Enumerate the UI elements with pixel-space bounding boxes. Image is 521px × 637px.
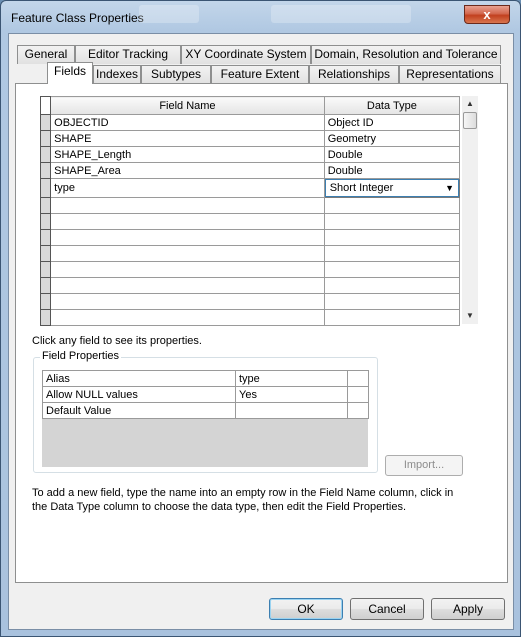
field-name-cell[interactable] (51, 294, 325, 310)
row-selector[interactable] (41, 262, 51, 278)
import-button[interactable]: Import... (385, 455, 463, 476)
data-type-cell[interactable]: Double (324, 163, 459, 179)
table-row[interactable] (41, 294, 460, 310)
row-selector[interactable] (41, 147, 51, 163)
data-type-cell[interactable] (324, 214, 459, 230)
table-row[interactable] (41, 230, 460, 246)
tab-label: General (24, 47, 68, 61)
table-row[interactable] (41, 278, 460, 294)
fields-tab-panel (15, 83, 508, 583)
table-row[interactable] (41, 198, 460, 214)
table-row[interactable] (41, 310, 460, 326)
property-button-cell[interactable] (348, 403, 369, 419)
row-selector[interactable] (41, 230, 51, 246)
tab-label: Representations (406, 67, 494, 81)
field-name-cell[interactable] (51, 278, 325, 294)
tab-feature-extent[interactable] (211, 65, 309, 84)
title-bar[interactable] (1, 1, 520, 33)
property-value[interactable] (236, 403, 348, 419)
property-label: Alias (43, 371, 236, 387)
tab-relationships[interactable] (309, 65, 399, 84)
scroll-thumb[interactable] (463, 112, 477, 129)
row-selector[interactable] (41, 294, 51, 310)
field-name-cell[interactable]: SHAPE_Area (51, 163, 325, 179)
data-type-cell[interactable] (324, 230, 459, 246)
table-row[interactable] (41, 262, 460, 278)
field-name-cell[interactable] (51, 310, 325, 326)
row-selector[interactable] (41, 179, 51, 198)
help-text: To add a new field, type the name into an empty row in the Field Name column, click in the Data Type column to choose the data type, then edit the Field Properties. (32, 487, 454, 513)
data-type-cell[interactable]: Object ID (324, 115, 459, 131)
tab-domain-resolution-tolerance[interactable] (311, 45, 501, 64)
field-properties-label: Field Properties (42, 350, 120, 362)
table-row[interactable] (41, 246, 460, 262)
titlebar-reflection (271, 5, 411, 23)
field-name-cell[interactable] (51, 230, 325, 246)
scroll-up-icon[interactable]: ▲ (466, 99, 474, 108)
row-selector[interactable] (41, 163, 51, 179)
data-type-dropdown-value: Short Integer (329, 182, 394, 194)
hint-text: Click any field to see its properties. (32, 335, 202, 347)
tab-label: Relationships (317, 67, 391, 81)
window-title: Feature Class Properties (11, 11, 144, 25)
tab-label: Indexes (95, 67, 139, 81)
row-selector[interactable] (41, 278, 51, 294)
data-type-cell[interactable] (324, 179, 459, 198)
fields-vertical-scrollbar[interactable] (462, 96, 478, 324)
field-name-cell[interactable] (51, 198, 325, 214)
field-name-cell[interactable]: type (51, 179, 325, 198)
row-header-corner (41, 97, 51, 115)
data-type-cell[interactable] (324, 278, 459, 294)
table-header-row (41, 97, 460, 115)
property-value[interactable]: type (236, 371, 348, 387)
column-header-data-type[interactable]: Data Type (324, 97, 459, 115)
row-selector[interactable] (41, 115, 51, 131)
field-name-cell[interactable]: OBJECTID (51, 115, 325, 131)
tab-fields[interactable] (47, 62, 93, 84)
table-row[interactable] (41, 163, 460, 179)
field-name-cell[interactable] (51, 262, 325, 278)
table-row[interactable] (41, 214, 460, 230)
table-row[interactable] (41, 131, 460, 147)
row-selector[interactable] (41, 214, 51, 230)
chevron-down-icon[interactable]: ▼ (445, 183, 454, 193)
tab-representations[interactable] (399, 65, 501, 84)
tab-xy-coordinate-system[interactable] (181, 45, 311, 64)
property-row[interactable] (43, 403, 369, 419)
property-label: Default Value (43, 403, 236, 419)
row-selector[interactable] (41, 131, 51, 147)
apply-button[interactable]: Apply (431, 598, 505, 620)
data-type-cell[interactable]: Geometry (324, 131, 459, 147)
ok-button[interactable]: OK (269, 598, 343, 620)
field-name-cell[interactable]: SHAPE_Length (51, 147, 325, 163)
titlebar-reflection (139, 5, 199, 23)
field-name-cell[interactable] (51, 246, 325, 262)
close-button[interactable] (464, 5, 510, 24)
field-properties-table-area (42, 370, 368, 467)
property-button-cell[interactable] (348, 371, 369, 387)
tab-label: Domain, Resolution and Tolerance (314, 47, 498, 61)
data-type-cell[interactable] (324, 198, 459, 214)
tab-label: Subtypes (150, 67, 202, 81)
row-selector[interactable] (41, 310, 51, 326)
dialog-client-area (8, 33, 514, 630)
cancel-button[interactable]: Cancel (350, 598, 424, 620)
data-type-dropdown[interactable] (325, 179, 459, 197)
data-type-cell[interactable]: Double (324, 147, 459, 163)
table-row[interactable] (41, 115, 460, 131)
data-type-cell[interactable] (324, 246, 459, 262)
field-properties-table[interactable] (42, 370, 369, 419)
tab-indexes[interactable] (93, 65, 141, 84)
property-label: Allow NULL values (43, 387, 236, 403)
data-type-cell[interactable] (324, 310, 459, 326)
table-row[interactable] (41, 179, 460, 198)
tab-label: XY Coordinate System (185, 47, 307, 61)
table-row[interactable] (41, 147, 460, 163)
tab-subtypes[interactable] (141, 65, 211, 84)
property-row[interactable] (43, 371, 369, 387)
fields-table[interactable] (40, 96, 460, 326)
field-name-cell[interactable]: SHAPE (51, 131, 325, 147)
data-type-cell[interactable] (324, 294, 459, 310)
data-type-cell[interactable] (324, 262, 459, 278)
property-row[interactable] (43, 387, 369, 403)
row-selector[interactable] (41, 246, 51, 262)
tab-label: Editor Tracking (87, 47, 169, 61)
tab-label: Fields (53, 64, 86, 78)
close-icon: x (483, 7, 491, 22)
field-name-cell[interactable] (51, 214, 325, 230)
column-header-field-name[interactable]: Field Name (51, 97, 325, 115)
row-selector[interactable] (41, 198, 51, 214)
tab-label: Feature Extent (220, 67, 300, 81)
scroll-down-icon[interactable]: ▼ (466, 311, 474, 320)
property-value[interactable]: Yes (236, 387, 348, 403)
property-button-cell[interactable] (348, 387, 369, 403)
